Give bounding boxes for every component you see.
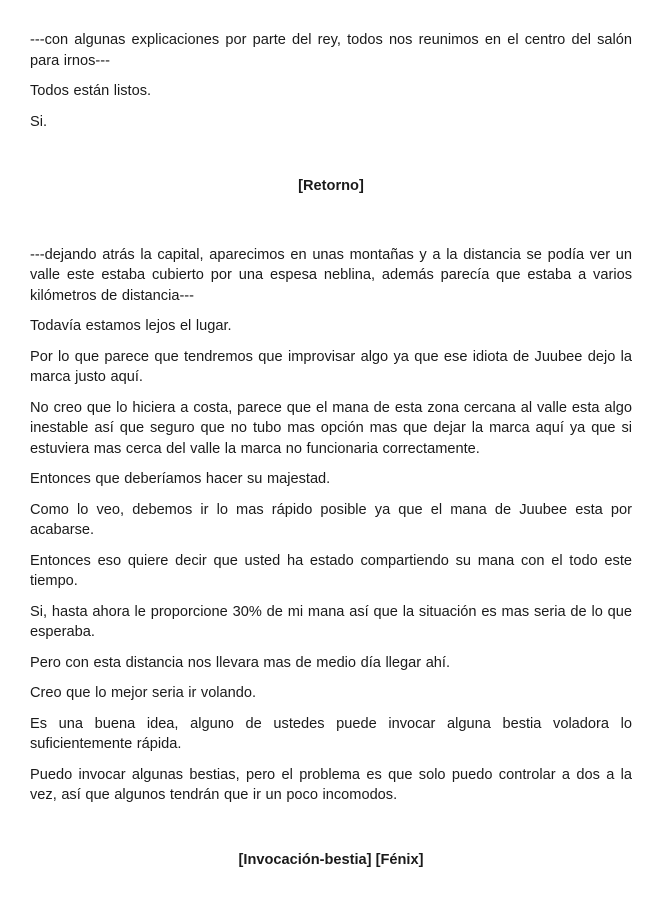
dialogue-paragraph: Entonces eso quiere decir que usted ha estado compartiendo su mana con el todo este tiempo. bbox=[30, 552, 632, 589]
dialogue-paragraph: Todavía estamos lejos el lugar. bbox=[30, 318, 232, 334]
dialogue-paragraph: Si. bbox=[30, 113, 48, 130]
section-spacer bbox=[30, 142, 632, 176]
dialogue-paragraph: Puedo invocar algunas bestias, pero el problema es que solo puedo controlar a dos a la vez, así que algunos tendrán que ir un poco incomodos. bbox=[30, 766, 632, 803]
dialogue-paragraph: Por lo que parece que tendremos que improvisar algo ya que ese idiota de Juubee dejo la marca justo aquí. bbox=[30, 348, 632, 385]
dialogue-paragraph: Pero con esta distancia nos llevara mas de medio día llegar ahí. bbox=[30, 654, 451, 671]
document-page bbox=[30, 30, 632, 870]
dialogue-paragraph: Creo que lo mejor seria ir volando. bbox=[30, 685, 257, 701]
dialogue-paragraph: Como lo veo, debemos ir lo mas rápido posible ya que el mana de Juubee esta por acabarse. bbox=[30, 501, 632, 538]
narration-paragraph: ---dejando atrás la capital, aparecimos en unas montañas y a la distancia se podía ver un valle este estaba cubierto por una espesa neblina, además parecía que estaba a varios kilómetros de distancia--- bbox=[30, 246, 632, 304]
dialogue-paragraph: No creo que lo hiciera a costa, parece que el mana de esta zona cercana al valle esta algo inestable así que seguro que no tubo mas opción mas que dejar la marca aquí ya que si estuviera mas cerca del valle la marca no funcionaria correctamente. bbox=[30, 399, 632, 457]
dialogue-paragraph: Entonces que deberíamos hacer su majestad. bbox=[30, 471, 331, 487]
dialogue-paragraph: Todos están listos. bbox=[30, 83, 152, 99]
section-spacer bbox=[30, 816, 632, 850]
narration-paragraph: ---con algunas explicaciones por parte del rey, todos nos reunimos en el centro del salón para irnos--- bbox=[30, 32, 632, 69]
dialogue-paragraph: Es una buena idea, alguno de ustedes puede invocar alguna bestia voladora lo suficientemente rápida. bbox=[30, 715, 632, 752]
section-spacer bbox=[30, 197, 632, 245]
dialogue-paragraph: Si, hasta ahora le proporcione 30% de mi mana así que la situación es mas seria de lo que esperaba. bbox=[30, 603, 632, 640]
section-heading-invocacion: [Invocación-bestia] [Fénix] bbox=[238, 851, 424, 868]
section-heading-retorno: [Retorno] bbox=[298, 178, 364, 194]
